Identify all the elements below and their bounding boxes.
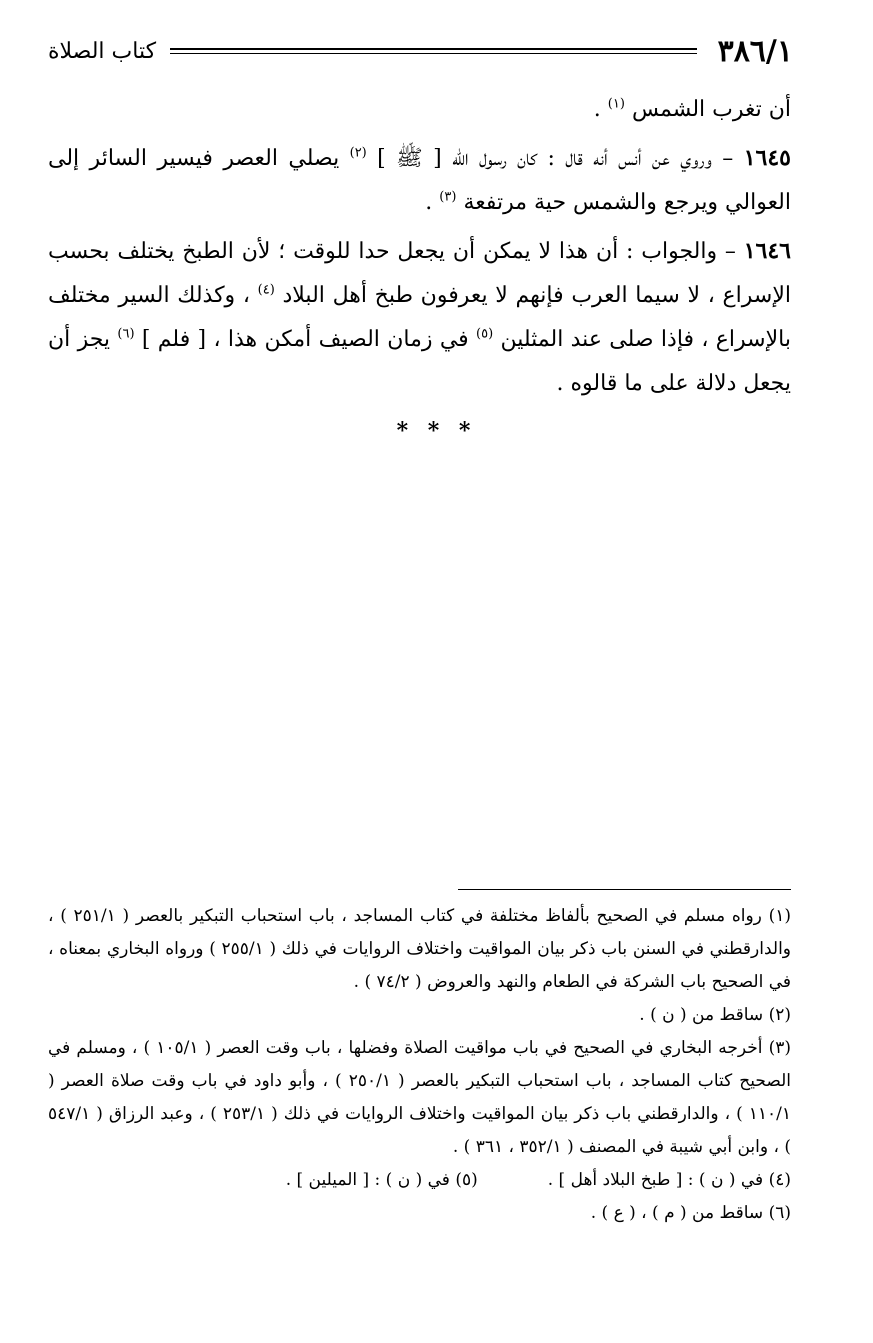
paragraph-number: ١٦٤٦ [743, 238, 791, 264]
paragraph-text: يجز أن يجعل دلالة على ما قالوه . [48, 327, 791, 396]
footnote-rule [458, 889, 791, 890]
paragraph-text: ، وكذلك السير مختلف بالإسراع ، فإذا صلى عند المثلين [48, 283, 791, 352]
footnote-ref: (١) [607, 96, 625, 112]
paragraph-text: – والجواب : أن هذا لا يمكن أن يجعل حدا للوقت ؛ لأن الطبخ يختلف بحسب الإسراع ، لا سيما العرب فإنهم لا يعرفون طبخ أهل البلاد [48, 239, 791, 308]
footnote-6: (٦) ساقط من ( م ) ، ( ع ) . [590, 1203, 791, 1223]
footnote-5: (٥) في ( ن ) : [ الميلين ] . [285, 1170, 478, 1190]
footnote-ref: (٣) [439, 189, 457, 205]
paragraph-number: ١٦٤٥ [743, 145, 791, 171]
footnote-2: (٢) ساقط من ( ن ) . [639, 1005, 791, 1025]
paragraph-text: . [593, 97, 601, 122]
book-title: كتاب الصلاة [48, 39, 157, 64]
section-separator: * * * [396, 418, 477, 444]
footnotes [48, 900, 791, 1230]
footnote-3: (٣) أخرجه البخاري في الصحيح في باب مواقيت الصلاة وفضلها ، باب وقت العصر ( ١٠٥/١ ) ، ومسلم في الصحيح كتاب المساجد ، باب استحباب التبكير بالعصر ( ٢٥٠/١ ) ، وأبو داود في باب وقت صلاة العصر ( ١١٠/١ ) ، والدارقطني باب ذكر بيان المواقيت واختلاف الروايات في ذلك ( ٢٥٣/١ ) ، وعبد الرزاق ( ٥٤٧/١ ) ، وابن أبي شيبة في المصنف ( ٣٥٢/١ ، ٣٦١ ) . [48, 1038, 792, 1157]
paragraph-text: في زمان الصيف أمكن هذا ، [ فلم ] [141, 327, 476, 352]
header-rule [170, 48, 697, 54]
footnote-4: (٤) في ( ن ) : [ طبخ البلاد أهل ] . [547, 1170, 791, 1190]
footnote-ref: (٥) [476, 326, 494, 342]
main-text [48, 88, 791, 406]
footnote-ref: (٦) [117, 326, 135, 342]
paragraph-continuation [48, 88, 791, 132]
paragraph-text: . [425, 190, 440, 215]
running-header [48, 30, 793, 74]
paragraph-text: – وروي عن أنس أنه قال : كان رسول اللّٰه [ ﷺ ] [377, 146, 744, 171]
footnote-row [48, 1164, 791, 1197]
footnote-1: (١) رواه مسلم في الصحيح بألفاظ مختلفة في كتاب المساجد ، باب استحباب التبكير بالعصر ( ٢٥١/١ ) ، والدارقطني في السنن باب ذكر بيان المواقيت واختلاف الروايات في ذلك ( ٢٥٥/١ ) ورواه البخاري بمعناه ، في الصحيح باب الشركة في الطعام والنهد والعروض ( ٧٤/٢ ) . [48, 906, 791, 992]
footnote-ref: (٢) [349, 145, 367, 161]
footnote-ref: (٤) [257, 282, 275, 298]
page-number: ٣٨٦/١ [717, 34, 793, 69]
paragraph-1645 [48, 136, 791, 225]
paragraph-text: أن تغرب الشمس [631, 97, 791, 122]
paragraph-text: يصلي العصر فيسير السائر إلى العوالي ويرجع والشمس حية مرتفعة [48, 146, 791, 215]
paragraph-1646 [48, 229, 791, 406]
